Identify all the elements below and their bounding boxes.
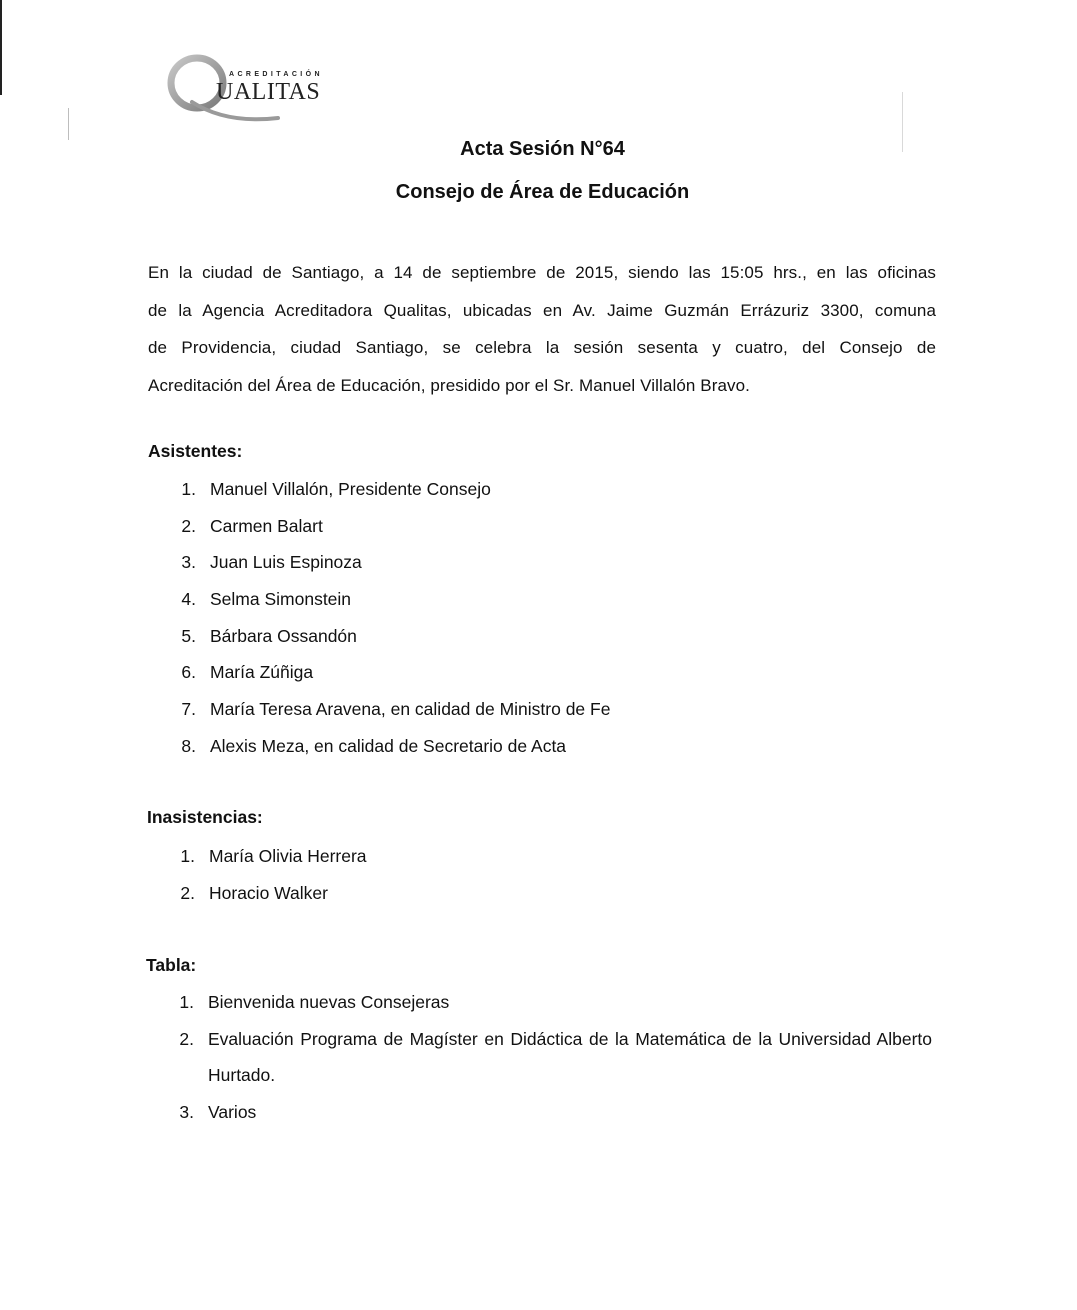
document-page: ACREDITACIÓN UALITAS Acta Sesión N°64 Consejo de Área de Educación En la ciudad de Santiago, a 14 de septiembre de 2015, siendo las 15:05 hrs., en las oficinas de la Agencia Acreditadora Qualitas, ubicadas en Av. Jaime Guzmán Errázuriz 3300, comuna de Providencia, ciudad Santiago, se celebra la sesión sesenta y cuatro, del Consejo de Acreditación del Área de Educación, presidido por el Sr. Manuel Villalón Bravo. Asistentes: 1. Manuel Villalón, Presidente Consejo 2. Carmen Balart 3. Juan Luis Espinoza 4. Selma Simonstein 5. Bárbara Ossandón 6. María Zúñiga 7. María Teresa Aravena, en calidad de Ministro de Fe 8. Alexis Meza, en calidad de Secretario de Acta Inasistencias: 1. María Olivia Herrera 2. Horacio Walker Tabla: 1. Bienvenida nuevas Consejeras 2. Evaluación Programa de Magíster en Didáctica de la Matemática de la Universidad Alberto Hurtado. 3. Varios <box>0 0 1077 1310</box>
logo-big-text: UALITAS <box>216 79 321 105</box>
scan-edge-left <box>0 0 2 95</box>
qualitas-logo <box>166 52 336 127</box>
intro-paragraph <box>148 254 936 404</box>
tabla-heading: Tabla: <box>146 955 197 975</box>
document-title: Acta Sesión N°64 <box>460 138 625 160</box>
intro-line: Acreditación del Área de Educación, presidido por el Sr. Manuel Villalón Bravo. <box>148 375 750 395</box>
logo-small-text: ACREDITACIÓN <box>229 71 323 78</box>
scan-edge-line-left <box>68 108 69 140</box>
intro-line: En la ciudad de Santiago, a 14 de septiembre de 2015, siendo las 15:05 hrs., en las oficinas <box>148 263 936 282</box>
intro-line: de Providencia, ciudad Santiago, se celebra la sesión sesenta y cuatro, del Consejo de <box>148 338 936 357</box>
document-subtitle: Consejo de Área de Educación <box>395 181 690 203</box>
inasistencias-heading: Inasistencias: <box>147 807 263 827</box>
asistentes-heading: Asistentes: <box>148 441 243 461</box>
intro-line: de la Agencia Acreditadora Qualitas, ubicadas en Av. Jaime Guzmán Errázuriz 3300, comuna <box>148 300 936 320</box>
